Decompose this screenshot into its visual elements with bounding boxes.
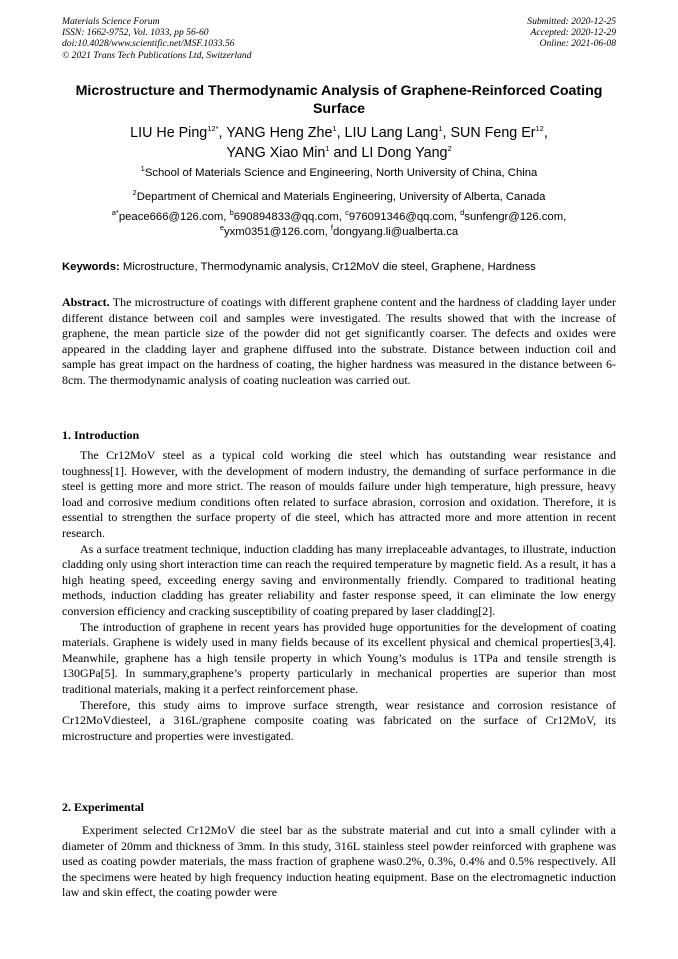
- paragraph: Therefore, this study aims to improve surface strength, wear resistance and corrosion resistance of Cr12MoVdiesteel, a 316L/graphene composite coating was fabricated on the surface of Cr12MoV, its microstructure and properties were investigated.: [62, 697, 616, 743]
- author-sup: 1: [325, 143, 330, 153]
- author-name: LIU Lang Lang: [344, 125, 439, 141]
- paragraph: The introduction of graphene in recent years has provided huge opportunities for the development of coating materials. Graphene is widely used in many fields because of its excellent physical and chemical properties[3,4]. Meanwhile, graphene has a high tensile property in which Young’s modulus is 1TPa and tensile strength is 130GPa[5]. In summary,graphene’s property particularly in mechanical properties are superior than most traditional materials, making it a perfect reinforcement phase.: [62, 619, 616, 696]
- journal-name: Materials Science Forum: [62, 16, 160, 27]
- email-sup: c: [345, 208, 349, 218]
- author-name: SUN Feng Er: [450, 125, 536, 141]
- author-name: LI Dong Yang: [361, 144, 448, 161]
- email-separator: ,: [338, 211, 346, 223]
- email-separator: ,: [453, 211, 461, 223]
- author-sup: 1: [438, 124, 443, 134]
- experimental-body: [62, 823, 616, 901]
- paper-title: Microstructure and Thermodynamic Analysis of Graphene-Reinforced Coating Surface: [75, 83, 603, 117]
- author-name: YANG Heng Zhe: [226, 125, 333, 141]
- author-sup: 12: [535, 124, 544, 134]
- journal-info: [62, 16, 252, 61]
- email-sup: d: [460, 208, 465, 218]
- author-sup: 12*: [207, 124, 219, 134]
- email-address[interactable]: 690894833@qq.com: [233, 211, 339, 223]
- email-address[interactable]: sunfengr@126.com: [464, 211, 564, 223]
- affiliation-2: [62, 190, 616, 204]
- introduction-body: [62, 448, 616, 744]
- email-sup: e: [219, 223, 224, 233]
- copyright-line: © 2021 Trans Tech Publications Ltd, Switzerland: [62, 49, 252, 61]
- affiliation-text: Department of Chemical and Materials Engineering, University of Alberta, Canada: [136, 191, 546, 203]
- affiliation-text: School of Materials Science and Engineering, North University of China, China: [144, 167, 538, 179]
- issn-line: ISSN: 1662-9752, Vol. 1033, pp 56-60: [62, 27, 209, 39]
- author-separator: ,: [218, 125, 227, 141]
- author-list: [62, 124, 616, 163]
- email-separator: ,: [324, 226, 331, 238]
- accepted-date: Accepted: 2020-12-29: [530, 27, 616, 39]
- section-heading-introduction: 1. Introduction: [62, 428, 140, 442]
- affiliation-sup: 1: [140, 164, 145, 174]
- email-sup: b: [229, 208, 234, 218]
- keywords-text: Microstructure, Thermodynamic analysis, Cr12MoV die steel, Graphene, Hardness: [122, 261, 536, 273]
- email-sup: a*: [111, 208, 119, 218]
- email-list: [62, 210, 616, 240]
- author-sup: 2: [447, 143, 452, 153]
- email-address[interactable]: 976091346@qq.com: [348, 211, 454, 223]
- author-separator: ,: [442, 125, 451, 141]
- affiliation-1: [62, 166, 616, 180]
- email-address[interactable]: peace666@126.com: [118, 211, 224, 223]
- paragraph: As a surface treatment technique, induction cladding has many irreplaceable advantages, to illustrate, induction cladding only using short interaction time can reach the required temperature by magnetic field. As a result, it has a high heating speed, exceeding energy saving and environmentally friendly. Compared to traditional heating methods, induction cladding has greater reliability and faster response speed, it can eliminate the low energy conversion efficiency and cracking susceptibility of coating prepared by laser cladding[2].: [62, 541, 616, 618]
- online-date: Online: 2021-06-08: [539, 38, 616, 50]
- abstract-text: The microstructure of coatings with different graphene content and the hardness of cladding layer under different distance between coil and samples were investigated. The results showed that with the increase of graphene, the mean particle size of the powder did not get significantly coarser. The defects and oxides were appeared in the cladding layer and graphene diffused into the substrate. Distance between induction coil and sample has great impact on the hardness of coating, the higher hardness was measured in the distance between 6-8cm. The thermodynamic analysis of coating nucleation was carried out.: [62, 295, 616, 387]
- email-separator: ,: [223, 211, 230, 223]
- doi-line[interactable]: doi:10.4028/www.scientific.net/MSF.1033.56: [62, 38, 235, 50]
- submitted-date: Submitted: 2020-12-25: [527, 16, 616, 27]
- author-sup: 1: [332, 124, 337, 134]
- author-separator: ,: [336, 125, 345, 141]
- email-address[interactable]: yxm0351@126.com: [224, 226, 325, 238]
- keywords-line: [62, 260, 618, 274]
- abstract-label: Abstract.: [62, 295, 110, 309]
- paragraph: The Cr12MoV steel as a typical cold working die steel which has outstanding wear resistance and toughness[1]. However, with the development of modern industry, the demanding of surface performance in die steel is getting more and more strict. The reason of moulds failure under high temperature, high pressure, heavy load and corrosive medium conditions often related to surface abrasion, corrosion and oxidation. Therefore, it is essential to strengthen the surface property of die steel, which has attracted more and more attention in recent research.: [62, 448, 616, 540]
- author-name: LIU He Ping: [130, 125, 208, 141]
- affiliation-sup: 2: [132, 188, 137, 198]
- section-heading-experimental: 2. Experimental: [62, 800, 144, 814]
- email-address[interactable]: dongyang.li@ualberta.ca: [333, 226, 459, 238]
- email-sup: f: [330, 223, 334, 233]
- author-separator: ,: [543, 125, 548, 141]
- author-separator: and: [329, 144, 362, 161]
- author-name: YANG Xiao Min: [226, 144, 326, 161]
- keywords-label: Keywords:: [62, 261, 120, 273]
- paragraph: Experiment selected Cr12MoV die steel bar as the substrate material and cut into a small cylinder with a diameter of 20mm and thickness of 3mm. In this study, 316L stainless steel powder reinforced with graphene was used as coating powder materials, the mass fraction of graphene was0.2%, 0.3%, 0.4% and 0.5% respectively. All the specimens were heated by high frequency induction heating equipment. Base on the electromagnetic induction law and skin effect, the coating powder were: [62, 823, 616, 900]
- abstract: [62, 295, 616, 389]
- email-separator: ,: [563, 211, 567, 223]
- dates-info: [527, 16, 616, 50]
